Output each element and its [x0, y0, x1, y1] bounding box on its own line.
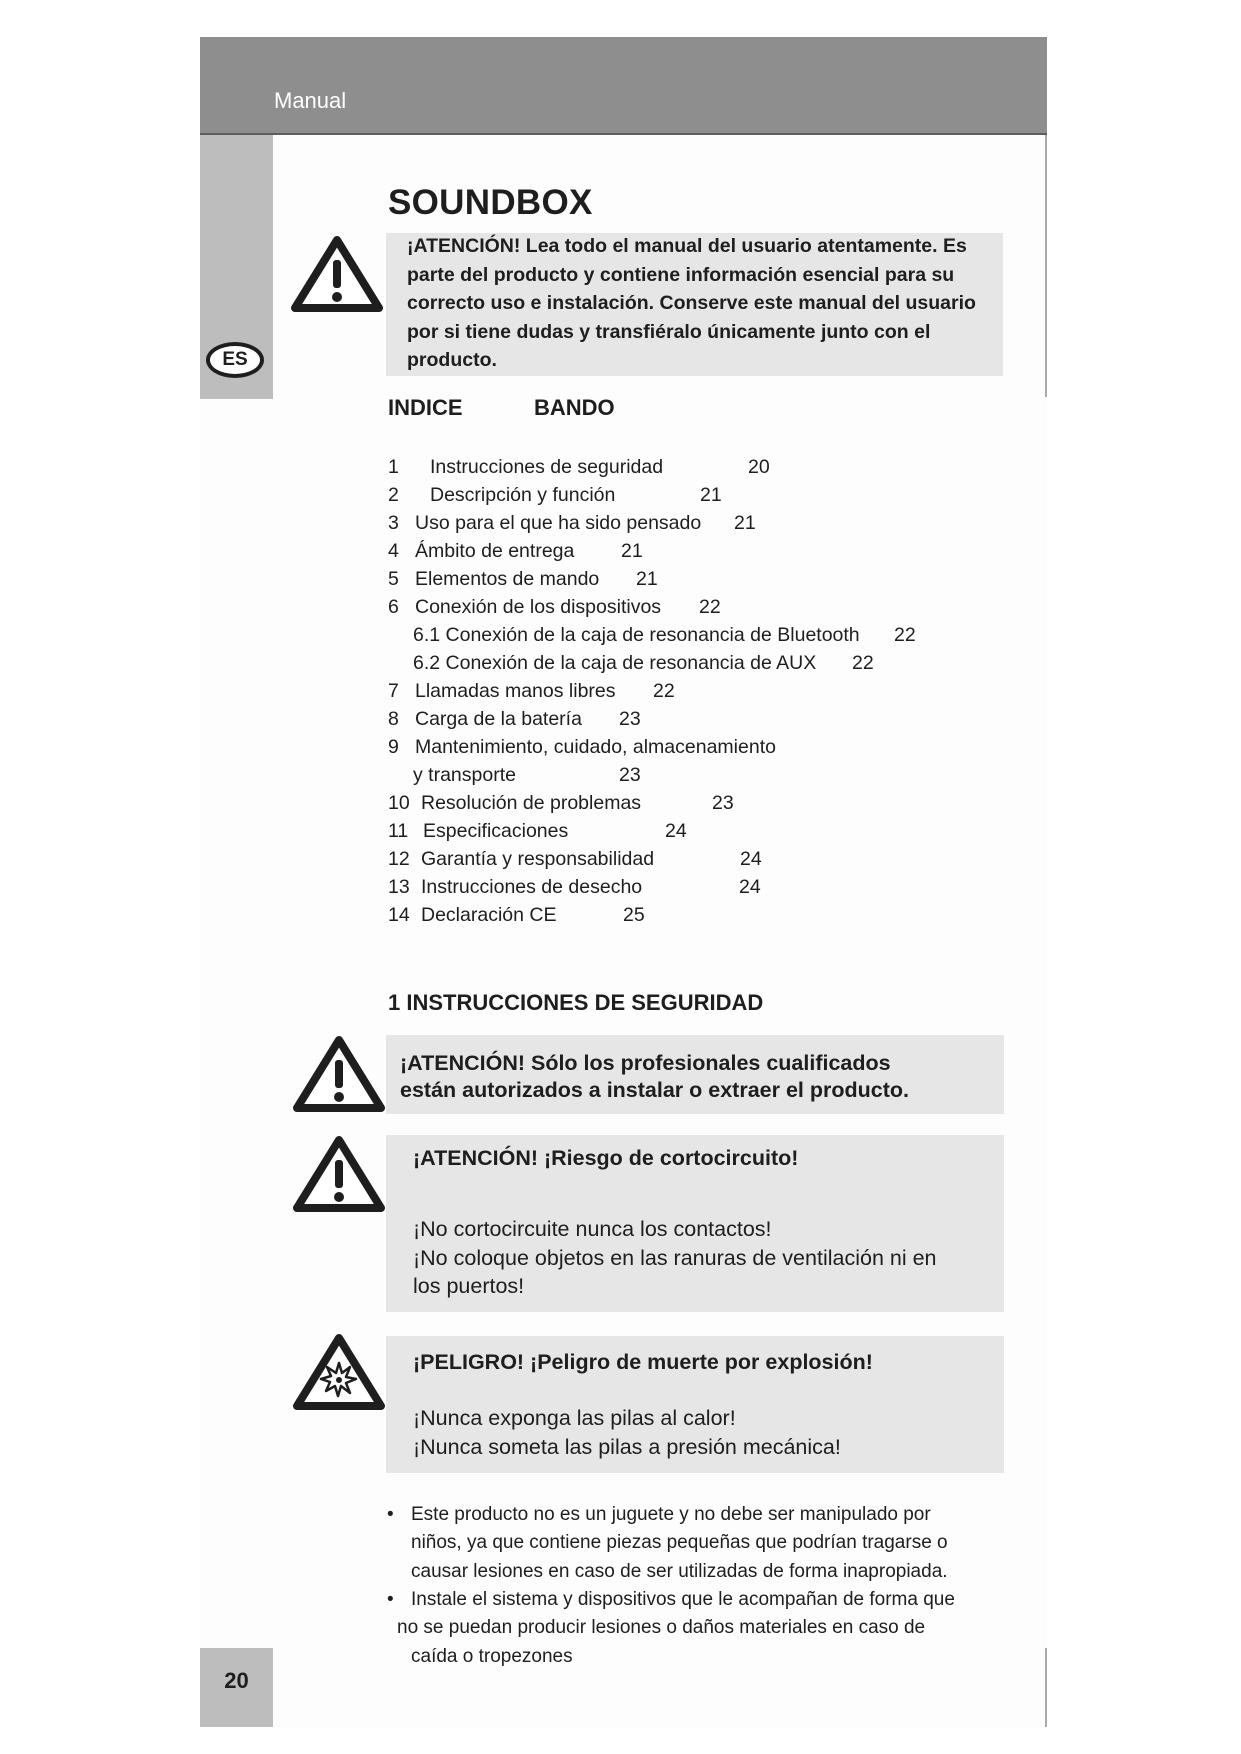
- warning-line: ¡ATENCIÓN! Lea todo el manual del usuario atentamente. Es: [407, 235, 967, 257]
- toc-num: 3: [388, 512, 399, 534]
- danger-title: ¡PELIGRO! ¡Peligro de muerte por explosión!: [413, 1350, 873, 1374]
- section-heading: 1 INSTRUCCIONES DE SEGURIDAD: [388, 990, 764, 1015]
- toc-num: 4: [388, 540, 399, 562]
- warning-line: por si tiene dudas y transfiéralo únicamente junto con el: [407, 320, 931, 343]
- toc-label: Carga de la batería: [415, 708, 582, 730]
- toc-label: 6.1 Conexión de la caja de resonancia de Bluetooth: [413, 624, 860, 646]
- toc-label: Descripción y función: [430, 484, 616, 506]
- warning-text: [400, 1050, 909, 1104]
- toc-page: 20: [748, 456, 770, 478]
- toc-page: 22: [894, 624, 916, 646]
- toc-label: Llamadas manos libres: [415, 680, 616, 702]
- toc-page: 24: [740, 848, 762, 870]
- warning-title: ¡ATENCIÓN! ¡Riesgo de cortocircuito!: [413, 1146, 799, 1170]
- toc-num: 1: [388, 456, 399, 478]
- toc-num: 14: [388, 904, 410, 926]
- bullet-line: Instale el sistema y dispositivos que le acompañan de forma que: [411, 1588, 955, 1610]
- warning-line: producto.: [407, 349, 497, 371]
- toc-label: 6.2 Conexión de la caja de resonancia de AUX: [413, 652, 817, 674]
- bullet-marker: •: [387, 1504, 394, 1525]
- toc-page: 21: [734, 512, 756, 534]
- header-bar: [200, 37, 1047, 135]
- toc-label: Garantía y responsabilidad: [421, 848, 655, 870]
- toc-page: 21: [700, 484, 722, 506]
- document-title: SOUNDBOX: [388, 183, 593, 222]
- toc-num: 6: [388, 596, 399, 618]
- toc-label: Instrucciones de desecho: [421, 876, 643, 898]
- danger-body: [413, 1404, 841, 1461]
- toc-num: 13: [388, 876, 410, 898]
- bullet-line: no se puedan producir lesiones o daños materiales en caso de: [397, 1617, 926, 1639]
- toc-page: 24: [739, 876, 761, 898]
- toc-label: Resolución de problemas: [421, 792, 642, 814]
- toc-heading: INDICE: [388, 395, 463, 420]
- toc-heading-secondary: BANDO: [534, 395, 615, 420]
- warning-title-line: están autorizados a instalar o extraer el producto.: [400, 1078, 909, 1102]
- warning-triangle-icon: [292, 1035, 386, 1113]
- toc-page: 23: [619, 764, 641, 786]
- warning-title-line: ¡ATENCIÓN! Sólo los profesionales cualificados: [400, 1051, 891, 1075]
- toc-page: 24: [665, 820, 687, 842]
- danger-body-line: ¡Nunca exponga las pilas al calor!: [413, 1406, 736, 1430]
- toc-page: 21: [636, 568, 658, 590]
- warning-triangle-icon: [292, 1135, 386, 1213]
- toc-num: 8: [388, 708, 399, 730]
- toc-page: 22: [699, 596, 721, 618]
- explosion-hazard-icon: [292, 1333, 386, 1411]
- warning-triangle-icon: [290, 235, 384, 313]
- toc-label: Ámbito de entrega: [415, 540, 575, 562]
- toc-num: 12: [388, 848, 410, 870]
- toc-num: 2: [388, 484, 399, 506]
- warning-line: parte del producto y contiene información esencial para su: [407, 263, 955, 286]
- intro-warning-text: [407, 232, 976, 375]
- toc-page: 23: [712, 792, 734, 814]
- warning-line: correcto uso e instalación. Conserve este manual del usuario: [407, 292, 976, 314]
- warning-body-line: ¡No cortocircuite nunca los contactos!: [413, 1217, 772, 1241]
- toc-page: 23: [619, 708, 641, 730]
- bullet-marker: •: [387, 1588, 394, 1610]
- language-badge: ES: [206, 342, 264, 378]
- page-number: 20: [200, 1648, 273, 1727]
- toc-num: 7: [388, 680, 399, 702]
- danger-body-line: ¡Nunca someta las pilas a presión mecánica!: [413, 1434, 841, 1459]
- bullet-line: Este producto no es un juguete y no debe ser manipulado por: [411, 1504, 931, 1525]
- toc-num: 9: [388, 736, 399, 758]
- toc-page: 21: [621, 540, 643, 562]
- right-rule-top: [1045, 135, 1047, 397]
- toc-label: Conexión de los dispositivos: [415, 596, 662, 618]
- toc-label: Declaración CE: [421, 904, 557, 926]
- bullet-line: niños, ya que contiene piezas pequeñas que podrían tragarse o: [411, 1532, 948, 1554]
- bullet-line: causar lesiones en caso de ser utilizadas de forma inapropiada.: [411, 1560, 948, 1582]
- toc-label: Instrucciones de seguridad: [430, 456, 664, 478]
- toc-num: 10: [388, 792, 410, 814]
- toc-label: Especificaciones: [423, 820, 569, 842]
- toc-page: 22: [653, 680, 675, 702]
- right-rule-bottom: [1045, 1648, 1047, 1727]
- toc-label: Uso para el que ha sido pensado: [415, 512, 702, 534]
- toc-num: 5: [388, 568, 399, 590]
- toc-page: 22: [852, 652, 874, 674]
- toc-page: 25: [623, 904, 645, 926]
- warning-body: [413, 1215, 937, 1301]
- header-title: Manual: [274, 88, 347, 113]
- toc-label: Mantenimiento, cuidado, almacenamiento: [415, 736, 776, 758]
- toc-label: Elementos de mando: [415, 568, 600, 590]
- warning-body-line: los puertos!: [413, 1274, 525, 1298]
- bullet-line: caída o tropezones: [411, 1645, 573, 1667]
- toc-label: y transporte: [413, 764, 516, 786]
- toc-num: 11: [388, 820, 409, 842]
- warning-body-line: ¡No coloque objetos en las ranuras de ventilación ni en: [413, 1245, 937, 1270]
